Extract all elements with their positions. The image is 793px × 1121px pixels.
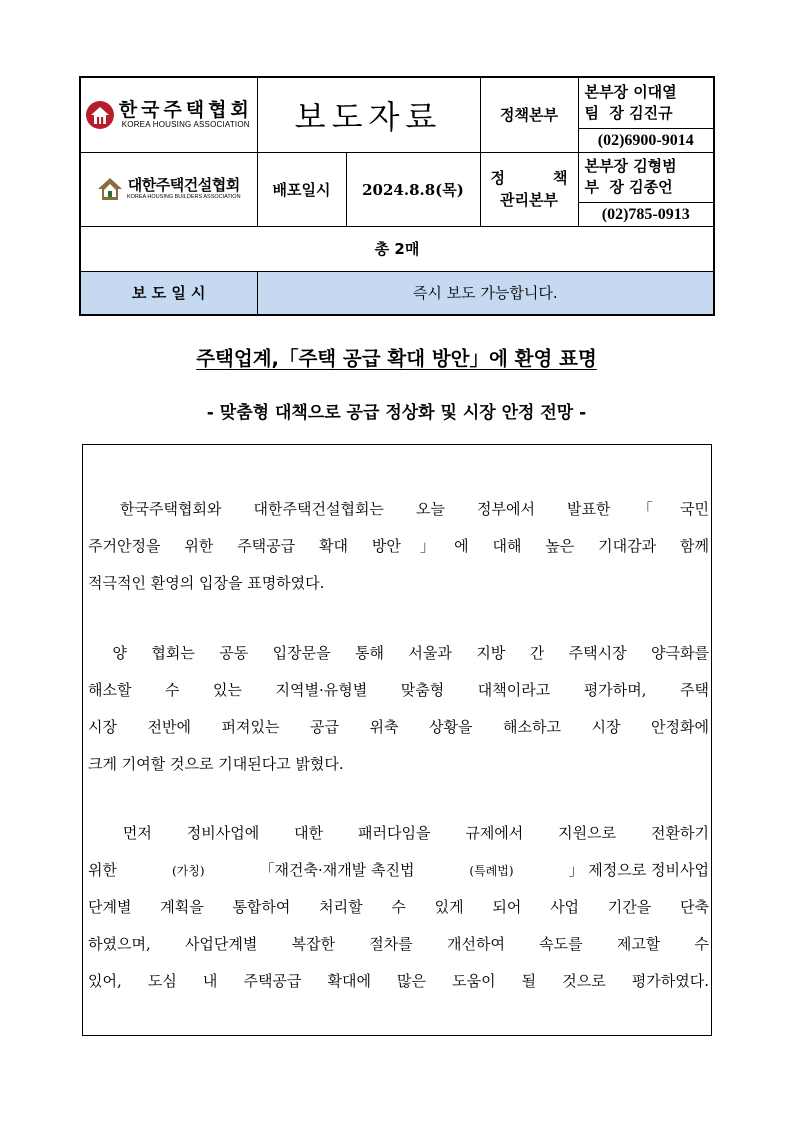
paragraph-line: 있어, 도심 내 주택공급 확대에 많은 도움이 될 것으로 평가하였다. (88, 972, 709, 990)
paragraph-3 (88, 815, 709, 1000)
release-label: 배포일시 (272, 180, 331, 199)
total-pages-cell (80, 226, 714, 271)
paragraph-line: 해소할 수 있는 지역별·유형별 맞춤형 대책이라고 평가하며, 주택 (88, 681, 709, 699)
press-title-cell (257, 77, 480, 152)
press-title: 보도자료 (294, 97, 443, 136)
org1-logo (81, 100, 257, 130)
org1-name: 한국주택협회 (118, 98, 253, 121)
dept1-cell (480, 77, 578, 152)
contact2-names (578, 152, 714, 202)
korea-housing-builders-icon (97, 176, 123, 202)
contact1-names (578, 77, 714, 128)
law-line-pre: 위한 (88, 861, 117, 879)
total-pages: 총 2매 (374, 240, 420, 258)
org2-logo-cell (80, 152, 257, 226)
paragraph-line: 적극적인 환영의 입장을 표명하였다. (88, 574, 325, 592)
dept2-char-b: 책 (553, 169, 568, 187)
paragraph-line: 시장 전반에 퍼져있는 공급 위축 상황을 해소하고 시장 안정화에 (88, 718, 709, 736)
paragraph-1 (88, 491, 709, 602)
contact2-line1: 본부장 김형범 (584, 157, 677, 175)
dept2-char-a: 정 (490, 169, 505, 187)
paragraph-line-law (88, 852, 709, 889)
dept2-cell (480, 152, 578, 226)
paragraph-2 (88, 635, 709, 783)
article-body-box (82, 444, 712, 1036)
contact2-phone-cell (578, 202, 714, 226)
contact1-phone: (02)6900-9014 (597, 132, 694, 149)
korea-housing-association-icon (85, 100, 115, 130)
press-header-table (79, 76, 715, 316)
law-line-note: (가칭) (171, 864, 205, 878)
headline: 주택업계,「주택 공급 확대 방안」에 환영 표명 (196, 347, 597, 370)
report-value-cell (257, 271, 714, 315)
release-label-cell (257, 152, 346, 226)
contact2-phone: (02)785-0913 (601, 206, 690, 223)
law-line-post: 」 제정으로 정비사업 (568, 861, 709, 879)
law-line-law: 「재건축·재개발 촉진법 (259, 861, 415, 879)
law-line-abbr: (특례법) (469, 864, 514, 878)
org1-name-en: KOREA HOUSING ASSOCIATION (121, 119, 250, 129)
release-date-cell (346, 152, 480, 226)
paragraph-line: 크게 기여할 것으로 기대된다고 밝혔다. (88, 755, 344, 773)
dept1-label: 정책본부 (500, 106, 558, 125)
paragraph-line: 먼저 정비사업에 대한 패러다임을 규제에서 지원으로 전환하기 (88, 824, 709, 842)
subheadline: - 맞춤형 대책으로 공급 정상화 및 시장 안정 전망 - (206, 403, 587, 423)
dept2-line2: 관리본부 (500, 191, 558, 209)
report-label: 보 도 일 시 (131, 284, 206, 303)
contact1-line2: 팀 장 김진규 (584, 103, 673, 122)
contact1-phone-cell (578, 128, 714, 152)
org2-logo (81, 176, 257, 202)
paragraph-line: 한국주택협회와 대한주택건설협회는 오늘 정부에서 발표한「국민 (88, 500, 709, 518)
report-label-cell (80, 271, 257, 315)
contact2-line2: 부 장 김종언 (584, 178, 673, 196)
paragraph-line: 단계별 계획을 통합하여 처리할 수 있게 되어 사업 기간을 단축 (88, 898, 709, 916)
paragraph-line: 주거안정을 위한 주택공급 확대 방안」에 대해 높은 기대감과 함께 (88, 537, 709, 555)
paragraph-line: 양 협회는 공동 입장문을 통해 서울과 지방 간 주택시장 양극화를 (88, 644, 709, 662)
org1-logo-cell (80, 77, 257, 152)
contact1-line1: 본부장 이대열 (584, 82, 677, 101)
org2-name: 대한주택건설협회 (127, 176, 240, 194)
org2-name-en: KOREA HOUSING BUILDERS ASSOCIATION (126, 194, 241, 200)
release-date: 2024.8.8(목) (362, 180, 464, 199)
report-value: 즉시 보도 가능합니다. (412, 284, 558, 303)
paragraph-line: 하였으며, 사업단계별 복잡한 절차를 개선하여 속도를 제고할 수 (88, 935, 709, 953)
